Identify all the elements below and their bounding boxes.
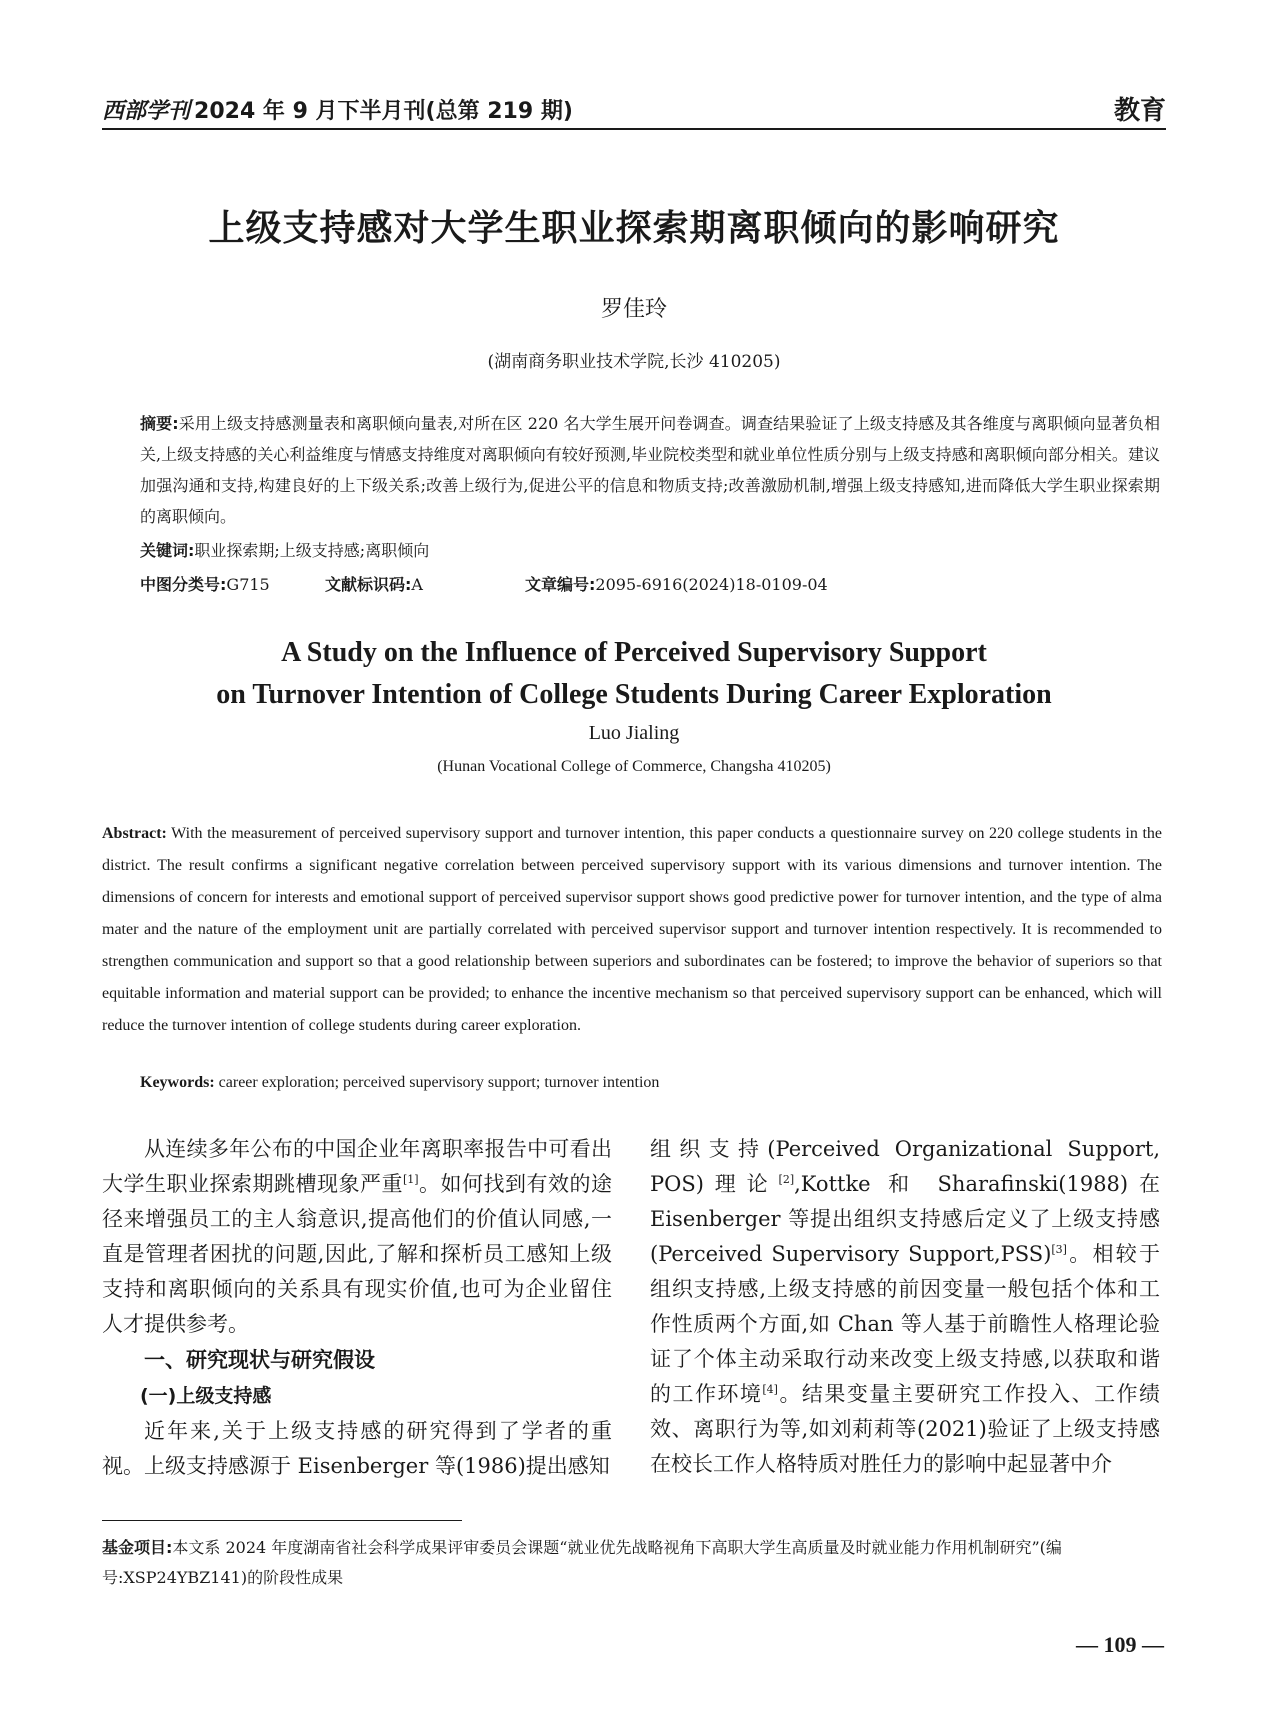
author-en: Luo Jialing — [588, 722, 680, 744]
abstract-cn — [140, 408, 1160, 532]
abstract-en-label: Abstract: — [102, 825, 167, 842]
affiliation-en: (Hunan Vocational College of Commerce, Changsha 410205) — [437, 758, 831, 775]
clc-code: 中图分类号:G715 — [140, 575, 270, 594]
citation-1: [1] — [402, 1173, 419, 1186]
document-code: 文献标识码:A — [325, 575, 423, 594]
footnote-label: 基金项目: — [102, 1538, 173, 1557]
affiliation-cn: (湖南商务职业技术学院,长沙 410205) — [487, 352, 781, 372]
abstract-cn-label: 摘要: — [140, 414, 179, 433]
section-label: 教育 — [1113, 96, 1166, 126]
body-column-left — [102, 1132, 612, 1484]
citation-2: [2] — [778, 1173, 795, 1186]
journal-logo: 西部学刊 — [102, 99, 191, 124]
body-column-right — [650, 1132, 1160, 1482]
citation-3: [3] — [1051, 1243, 1067, 1256]
footnote-divider — [102, 1520, 462, 1521]
issue-text: 2024 年 9 月下半月刊(总第 219 期) — [194, 99, 573, 124]
title-en-line-1: A Study on the Influence of Perceived Supervisory Support — [281, 637, 987, 668]
title-en-line-2: on Turnover Intention of College Students During Career Exploration — [216, 679, 1052, 710]
keywords-en — [140, 1074, 659, 1092]
footnote-text: 本文系 2024 年度湖南省社会科学成果评审委员会课题“就业优先战略视角下高职大学生高质量及时就业能力作用机制研究”(编号:XSP24YBZ141)的阶段性成果 — [102, 1538, 1062, 1587]
journal-issue — [102, 94, 573, 125]
abstract-cn-text: 采用上级支持感测量表和离职倾向量表,对所在区 220 名大学生展开问卷调查。调查结果验证了上级支持感及其各维度与离职倾向显著负相关,上级支持感的关心利益维度与情感支持维度对离职倾向有较好预测,毕业院校类型和就业单位性质分别与上级支持感和离职倾向部分相关。建议加强沟通和支持,构建良好的上下级关系;改善上级行为,促进公平的信息和物质支持;改善激励机制,增强上级支持感知,进而降低大学生职业探索期的离职倾向。 — [140, 414, 1160, 526]
keywords-cn-text: 职业探索期;上级支持感;离职倾向 — [194, 541, 430, 560]
body-paragraph: 从连续多年公布的中国企业年离职率报告中可看出大学生职业探索期跳槽现象严重[1]。如何找到有效的途径来增强员工的主人翁意识,提高他们的价值认同感,一直是管理者困扰的问题,因此,了解和探析员工感知上级支持和离职倾向的关系具有现实价值,也可为企业留住人才提供参考。 — [102, 1137, 613, 1336]
page-number: — 109 — — [1076, 1632, 1164, 1657]
keywords-cn — [140, 538, 429, 561]
subsection-heading: (一)上级支持感 — [140, 1385, 272, 1407]
page-title-cn: 上级支持感对大学生职业探索期离职倾向的影响研究 — [208, 208, 1060, 249]
citation-4: [4] — [762, 1383, 778, 1396]
body-paragraph: 近年来,关于上级支持感的研究得到了学者的重视。上级支持感源于 Eisenberger 等(1986)提出感知 — [102, 1419, 612, 1478]
keywords-en-text: career exploration; perceived supervisory support; turnover intention — [218, 1074, 660, 1091]
keywords-cn-label: 关键词: — [140, 541, 195, 560]
body-paragraph: 组织支持(Perceived Organizational Support, POS)理论[2],Kottke 和 Sharafinski(1988)在 Eisenberger 等提出组织支持感后定义了上级支持感(Perceived Supervisory Support,PSS)[3]。相较于组织支持感,上级支持感的前因变量一般包括个体和工作性质两个方面,如 Chan 等人基于前瞻性人格理论验证了个体主动采取行动来改变上级支持感,以获取和谐的工作环境[4]。结果变量主要研究工作投入、工作绩效、离职行为等,如刘莉莉等(2021)验证了上级支持感在校长工作人格特质对胜任力的影响中起显著中介 — [650, 1137, 1161, 1476]
page-title-en — [0, 632, 1268, 716]
footnote-funding — [102, 1533, 1162, 1593]
abstract-en — [102, 818, 1162, 1042]
section-heading: 一、研究现状与研究假设 — [144, 1348, 375, 1372]
abstract-en-text: With the measurement of perceived supervisory support and turnover intention, this paper conducts a questionnaire survey on 220 college students in the district. The result confirms a significant negative correlation between perceived supervisory support with its various dimensions and turnover intention. The dimensions of concern for interests and emotional support of perceived supervisor support shows good predictive power for turnover intention, and the type of alma mater and the nature of the employment unit are partially correlated with perceived supervisor support and turnover intention respectively. It is recommended to strengthen communication and support so that a good relationship between superiors and subordinates can be fostered; to improve the behavior of superiors so that equitable information and material support can be provided; to enhance the incentive mechanism so that perceived supervisory support can be enhanced, which will reduce the turnover intention of college students during career exploration. — [102, 825, 1162, 1034]
running-header — [102, 80, 1166, 130]
keywords-en-label: Keywords: — [140, 1074, 215, 1091]
author-cn: 罗佳玲 — [600, 297, 667, 322]
article-number: 文章编号:2095-6916(2024)18-0109-04 — [525, 575, 828, 594]
